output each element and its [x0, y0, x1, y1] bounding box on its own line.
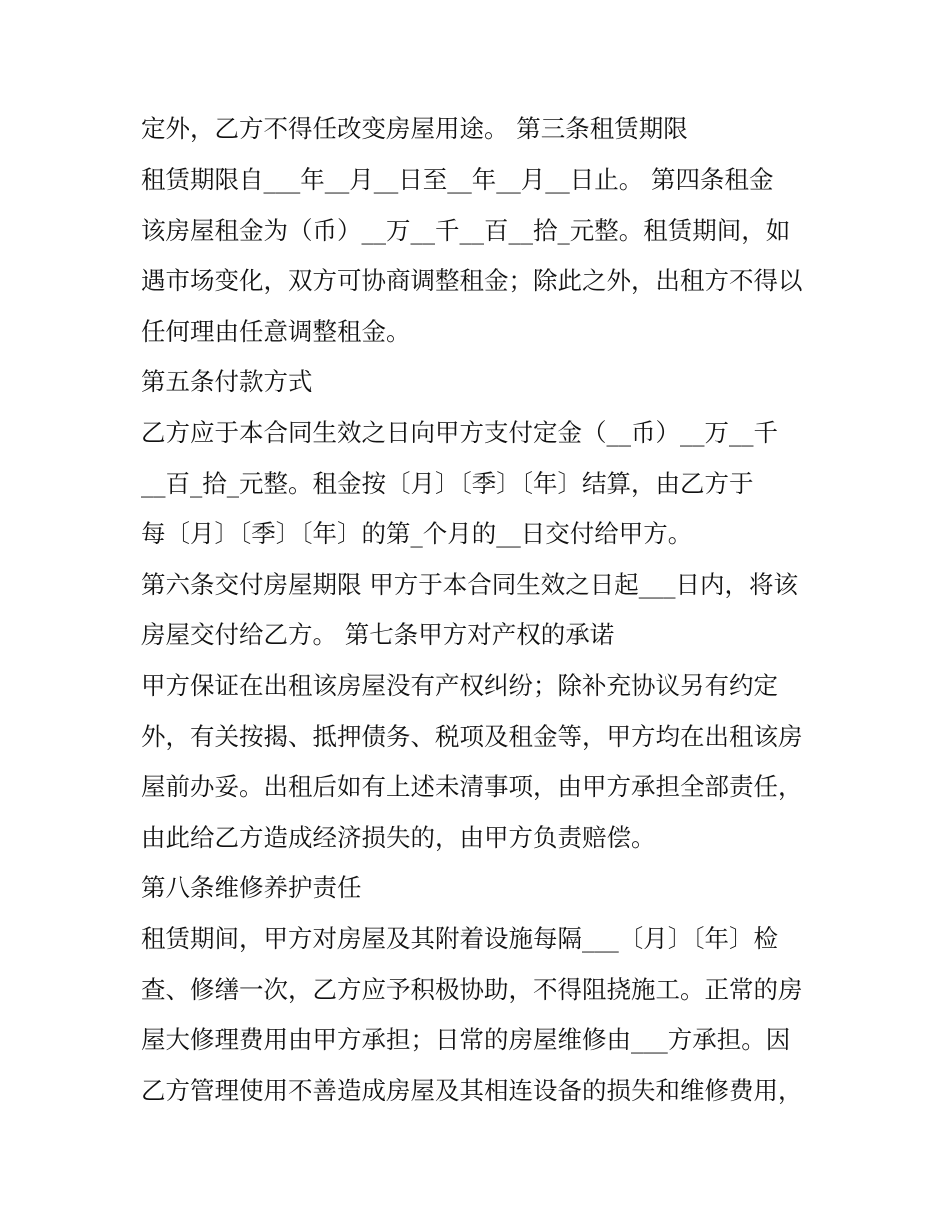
text-line: 租赁期间，甲方对房屋及其附着设施每隔___〔月〕〔年〕检 [141, 924, 778, 953]
text-line: 外，有关按揭、抵押债务、税项及租金等，甲方均在出租该房 [141, 722, 803, 751]
text-line: 该房屋租金为（币）__万__千__百__拾_元整。租赁期间，如 [141, 216, 791, 245]
text-line: 甲方保证在出租该房屋没有产权纠纷；除补充协议另有约定 [141, 671, 778, 700]
text-line: 屋大修理费用由甲方承担；日常的房屋维修由___方承担。因 [141, 1025, 791, 1054]
section-heading: 第八条维修养护责任 [141, 873, 362, 902]
text-line: 屋前办妥。出租后如有上述未清事项，由甲方承担全部责任， [141, 772, 803, 801]
text-line: 乙方管理使用不善造成房屋及其相连设备的损失和维修费用， [141, 1076, 803, 1105]
section-heading: 第五条付款方式 [141, 367, 313, 396]
text-line: 由此给乙方造成经济损失的，由甲方负责赔偿。 [141, 823, 656, 852]
text-line: 租赁期限自___年__月__日至__年__月__日止。 第四条租金 [141, 165, 774, 194]
text-line: 乙方应于本合同生效之日向甲方支付定金（__币）__万__千 [141, 418, 778, 447]
text-line: 遇市场变化，双方可协商调整租金；除此之外，出租方不得以 [141, 266, 803, 295]
text-line: 每〔月〕〔季〕〔年〕的第_个月的__日交付给甲方。 [141, 519, 693, 548]
text-line: 定外，乙方不得任改变房屋用途。 第三条租赁期限 [141, 114, 688, 143]
text-line: 第六条交付房屋期限 甲方于本合同生效之日起___日内，将该 [141, 570, 799, 599]
text-line: 任何理由任意调整租金。 [141, 317, 411, 346]
text-line: 查、修缮一次，乙方应予积极协助，不得阻挠施工。正常的房 [141, 975, 803, 1004]
text-line: 房屋交付给乙方。 第七条甲方对产权的承诺 [141, 620, 615, 649]
text-line: __百_拾_元整。租金按〔月〕〔季〕〔年〕结算，由乙方于 [141, 469, 754, 498]
